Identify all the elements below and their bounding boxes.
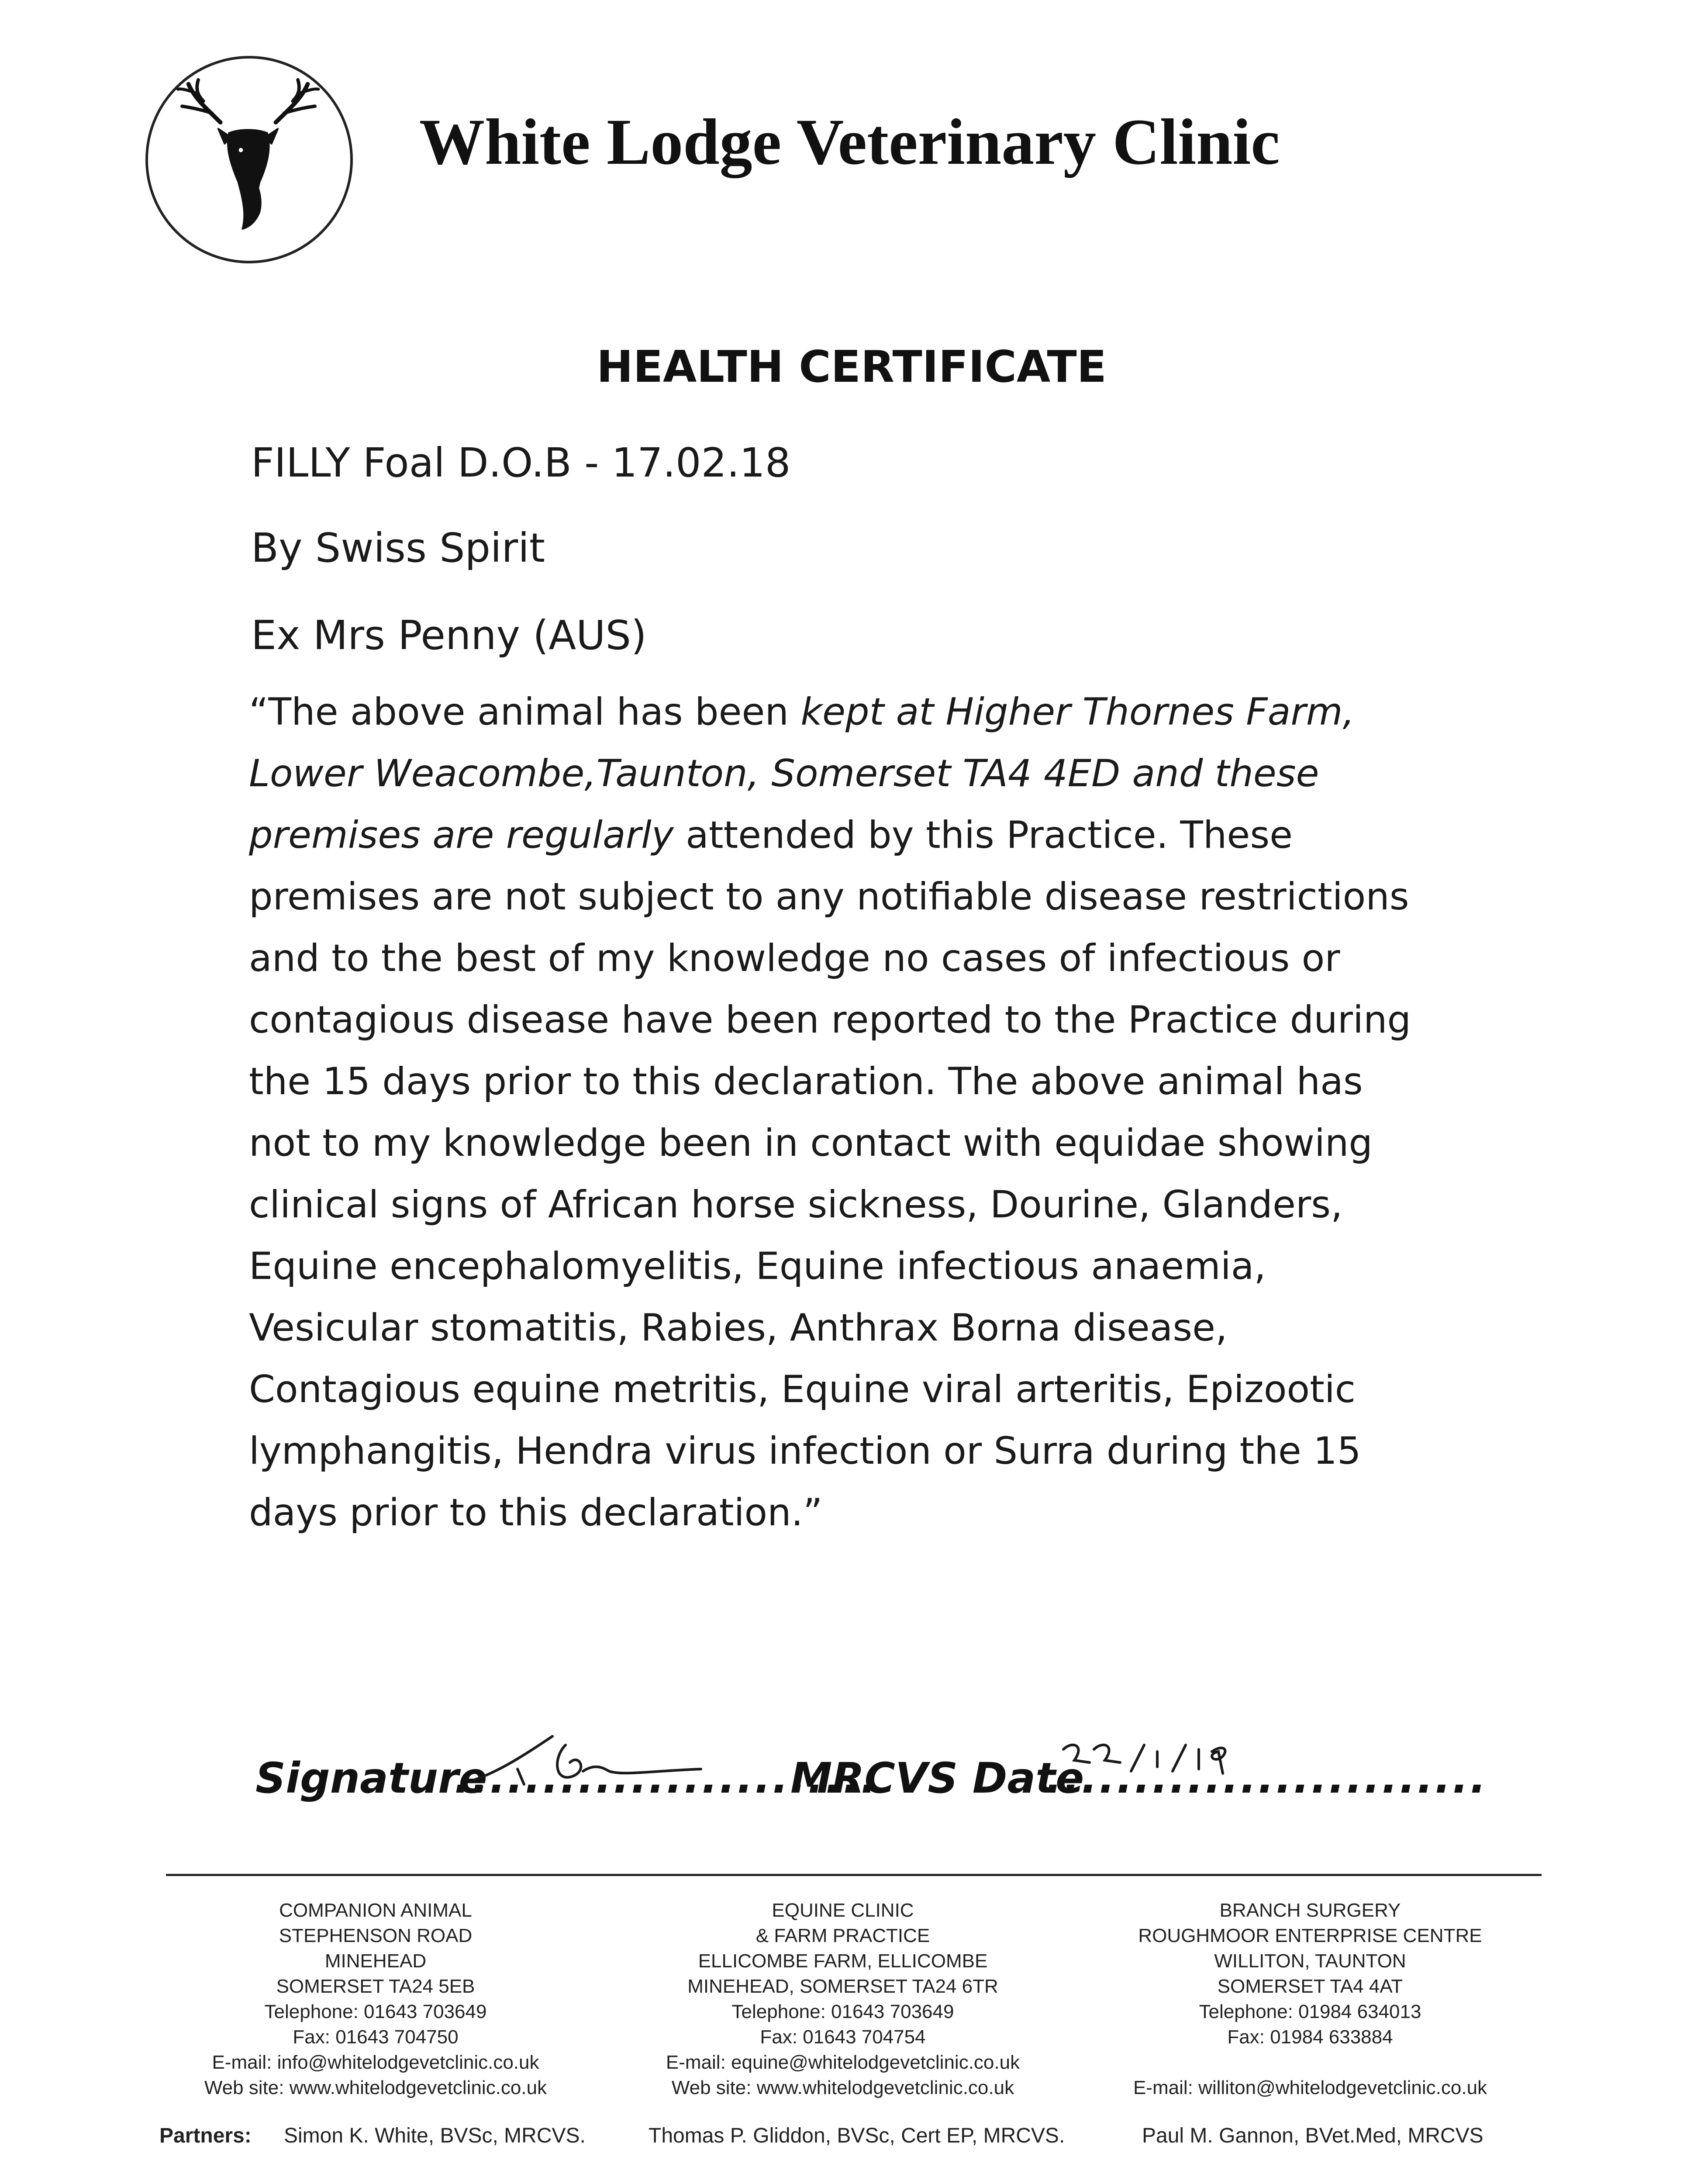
partner-name: Paul M. Gannon, BVet.Med, MRCVS: [1142, 2124, 1483, 2147]
partners-label: Partners:: [159, 2124, 252, 2147]
declaration-line: Vesicular stomatitis, Rabies, Anthrax Borna disease,: [249, 1306, 1228, 1350]
email: E-mail: info@whitelodgevetclinic.co.uk: [212, 2052, 539, 2073]
address-line: ROUGHMOOR ENTERPRISE CENTRE: [1138, 1925, 1482, 1946]
companion-animal-address: [157, 1898, 594, 2101]
declaration-line: lymphangitis, Hendra virus infection or Surra during the 15: [249, 1429, 1361, 1473]
declaration-line: premises are regularly attended by this Practice. These: [249, 813, 1293, 857]
telephone: Telephone: 01643 703649: [264, 2001, 487, 2022]
mrcvs-date-label: MRCVS Date: [790, 1754, 1084, 1803]
address-line: & FARM PRACTICE: [756, 1925, 930, 1946]
address-line: BRANCH SURGERY: [1219, 1900, 1401, 1921]
website: Web site: www.whitelodgevetclinic.co.uk: [204, 2077, 547, 2098]
address-line: WILLITON, TAUNTON: [1214, 1950, 1406, 1972]
email: E-mail: williton@whitelodgevetclinic.co.uk: [1133, 2077, 1487, 2098]
document-title: HEALTH CERTIFICATE: [597, 341, 1107, 392]
signature-line: ........................: [454, 1754, 879, 1803]
address-line: EQUINE CLINIC: [772, 1900, 914, 1921]
stag-head-icon: [148, 59, 350, 261]
declaration-line: Contagious equine metritis, Equine viral arteritis, Epizootic: [249, 1368, 1356, 1411]
animal-dam: Ex Mrs Penny (AUS): [251, 612, 647, 659]
email: E-mail: equine@whitelodgevetclinic.co.uk: [666, 2052, 1020, 2073]
address-line: SOMERSET TA4 4AT: [1217, 1976, 1403, 1997]
telephone: Telephone: 01984 634013: [1199, 2001, 1421, 2022]
footer-divider: [166, 1874, 1542, 1876]
animal-description: FILLY Foal D.O.B - 17.02.18: [251, 439, 791, 486]
telephone: Telephone: 01643 703649: [731, 2001, 954, 2022]
declaration-line: the 15 days prior to this declaration. The above animal has: [249, 1060, 1363, 1103]
declaration-line: and to the best of my knowledge no cases of infectious or: [249, 936, 1340, 980]
date-line: .........................: [1046, 1754, 1488, 1803]
address-line: MINEHEAD: [324, 1950, 427, 1972]
declaration-line: Lower Weacombe,Taunton, Somerset TA4 4ED and these: [249, 752, 1319, 795]
branch-surgery-address: [1092, 1898, 1528, 2101]
declaration-line: days prior to this declaration.”: [249, 1491, 823, 1534]
address-line: ELLICOMBE FARM, ELLICOMBE: [698, 1950, 988, 1972]
address-line: STEPHENSON ROAD: [279, 1925, 473, 1946]
clinic-name: White Lodge Veterinary Clinic: [419, 106, 1280, 178]
partner-name: Simon K. White, BVSc, MRCVS.: [284, 2124, 586, 2147]
clinic-logo: [145, 56, 353, 263]
signature-row: [255, 1728, 1488, 1815]
fax: Fax: 01643 704754: [760, 2026, 926, 2048]
declaration-line: “The above animal has been kept at Higher Thornes Farm,: [249, 690, 1355, 734]
address-line: SOMERSET TA24 5EB: [276, 1976, 475, 1997]
handwritten-signature: [465, 1728, 710, 1797]
declaration-line: not to my knowledge been in contact with equidae showing: [249, 1121, 1373, 1165]
declaration-line: contagious disease have been reported to the Practice during: [249, 998, 1411, 1042]
declaration-line: clinical signs of African horse sickness, Dourine, Glanders,: [249, 1183, 1343, 1227]
fax: Fax: 01643 704750: [293, 2026, 459, 2048]
declaration-line: Equine encephalomyelitis, Equine infectious anaemia,: [249, 1244, 1266, 1288]
fax: Fax: 01984 633884: [1227, 2026, 1393, 2048]
declaration-line: premises are not subject to any notifiable disease restrictions: [249, 875, 1409, 919]
animal-sire: By Swiss Spirit: [251, 525, 545, 571]
partner-name: Thomas P. Gliddon, BVSc, Cert EP, MRCVS.: [649, 2124, 1065, 2147]
signature-label: Signature: [255, 1754, 487, 1803]
handwritten-date: [1055, 1732, 1264, 1793]
address-line: MINEHEAD, SOMERSET TA24 6TR: [687, 1976, 998, 1997]
declaration-text: [249, 681, 1498, 1544]
website: Web site: www.whitelodgevetclinic.co.uk: [671, 2077, 1014, 2098]
equine-clinic-address: [624, 1898, 1061, 2101]
address-line: COMPANION ANIMAL: [279, 1900, 472, 1921]
